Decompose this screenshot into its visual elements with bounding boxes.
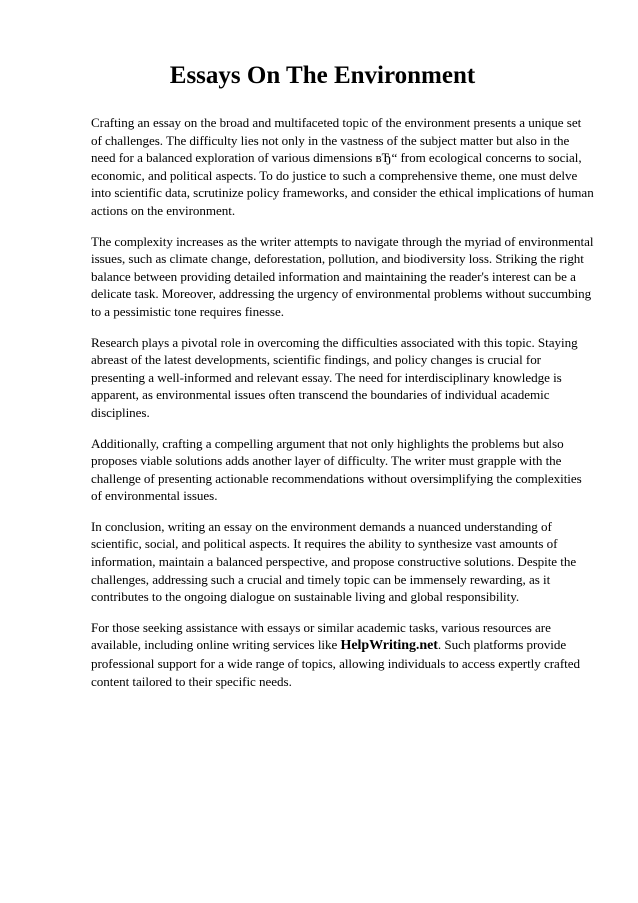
paragraph-conclusion: In conclusion, writing an essay on the environment demands a nuanced understanding of scientific, social, and political aspects. It requires the ability to synthesize vast amounts of information, maintain a balanced perspective, and propose constructive solutions. Despite the challenges, addressing such a crucial and timely topic can be immensely rewarding, as it contributes to the ongoing dialogue on sustainable living and global responsibility. bbox=[91, 518, 577, 605]
paragraph-argument: Additionally, crafting a compelling argument that not only highlights the problems but also proposes viable solutions adds another layer of difficulty. The writer must grapple with the challenge of presenting actionable recommendations without oversimplifying the complexities of environmental issues. bbox=[91, 435, 582, 504]
closing-text-before: For those seeking assistance with essays or similar academic tasks, various resources are available, including online writing services like bbox=[91, 619, 551, 653]
brand-link[interactable]: HelpWriting.net bbox=[340, 638, 438, 654]
page-title: Essays On The Environment bbox=[169, 62, 476, 89]
paragraph-closing bbox=[91, 619, 594, 690]
paragraph-intro: Crafting an essay on the broad and multifaceted topic of the environment presents a unique set of challenges. The difficulty lies not only in the vastness of the subject matter but also in the need for a balanced exploration of various dimensions вЂ“ from ecological concerns to social, economic, and political aspects. To do justice to such a comprehensive theme, one must delve into scientific data, scrutinize policy frameworks, and consider the ethical implications of human actions on the environment. bbox=[91, 115, 594, 218]
closing-text-after: . Such platforms provide professional support for a wide range of topics, allowing individuals to access expertly crafted content tailored to their specific needs. bbox=[91, 637, 580, 689]
paragraph-complexity: The complexity increases as the writer attempts to navigate through the myriad of environmental issues, such as climate change, deforestation, pollution, and biodiversity loss. Striking the right balance between providing detailed information and maintaining the reader's interest can be a delicate task. Moreover, addressing the urgency of environmental problems without succumbing to a pessimistic tone requires finesse. bbox=[91, 233, 594, 319]
paragraph-research: Research plays a pivotal role in overcoming the difficulties associated with this topic. Staying abreast of the latest developments, scientific findings, and policy changes is crucial for presenting a well-informed and relevant essay. The need for interdisciplinary knowledge is apparent, as environmental issues often transcend the boundaries of individual academic disciplines. bbox=[91, 334, 578, 420]
